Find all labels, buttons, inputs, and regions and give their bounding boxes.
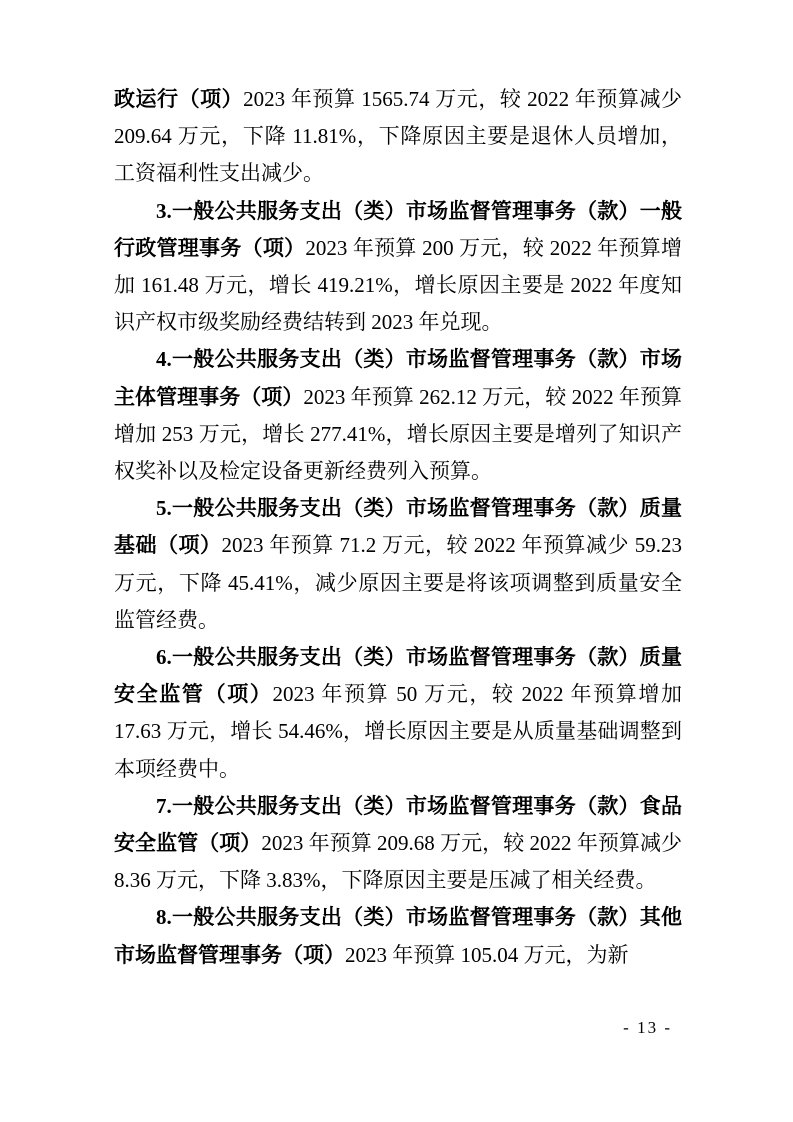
paragraph-bold-lead: 3.一般公共服务支出（类）市场监督管理事务（款）一般行政管理事务（项） bbox=[114, 198, 682, 260]
paragraph-text: 2023 年预算 1565.74 万元，较 2022 年预算减少 209.64 万元，下降 11.81%，下降原因主要是退休人员增加，工资福利性支出减少。 bbox=[114, 87, 683, 186]
page-number: - 13 - bbox=[623, 1018, 672, 1037]
paragraph-text: 2023 年预算 105.04 万元，为新 bbox=[345, 942, 629, 967]
paragraph-budget-item-6 bbox=[114, 639, 682, 788]
document-body bbox=[114, 81, 682, 974]
paragraph-text: 2023 年预算 200 万元，较 2022 年预算增加 161.48 万元，增长 419.21%，增长原因主要是 2022 年度知识产权市级奖励经费结转到 2023 年兑现。 bbox=[114, 235, 682, 335]
paragraph-bold-lead: 政运行（项） bbox=[114, 87, 244, 111]
paragraph-bold-lead: 7.一般公共服务支出（类）市场监督管理事务（款）食品安全监管（项） bbox=[114, 793, 682, 856]
paragraph-bold-lead: 5.一般公共服务支出（类）市场监督管理事务（款）质量基础（项） bbox=[114, 496, 682, 558]
paragraph-budget-item-5 bbox=[114, 490, 682, 639]
paragraph-text: 2023 年预算 209.68 万元，较 2022 年预算减少 8.36 万元，下降 3.83%，下降原因主要是压减了相关经费。 bbox=[114, 831, 683, 893]
paragraph-budget-item-7 bbox=[114, 788, 682, 900]
paragraph-budget-item-4 bbox=[114, 341, 682, 490]
paragraph-text: 2023 年预算 50 万元，较 2022 年预算增加 17.63 万元，增长 54.46%，增长原因主要是从质量基础调整到本项经费中。 bbox=[114, 682, 683, 781]
paragraph-text: 2023 年预算 71.2 万元，较 2022 年预算减少 59.23 万元，下降 45.41%，减少原因主要是将该项调整到质量安全监管经费。 bbox=[114, 533, 682, 632]
paragraph-text: 2023 年预算 262.12 万元，较 2022 年预算增加 253 万元，增长 277.41%，增长原因主要是增列了知识产权奖补以及检定设备更新经费列入预算。 bbox=[114, 384, 682, 484]
paragraph-bold-lead: 8.一般公共服务支出（类）市场监督管理事务（款）其他市场监督管理事务（项） bbox=[114, 905, 682, 967]
paragraph-bold-lead: 4.一般公共服务支出（类）市场监督管理事务（款）市场主体管理事务（项） bbox=[114, 347, 682, 409]
paragraph-budget-item-8 bbox=[114, 899, 682, 973]
paragraph-bold-lead: 6.一般公共服务支出（类）市场监督管理事务（款）质量安全监管（项） bbox=[114, 645, 682, 707]
paragraph-budget-item-continuation bbox=[114, 81, 682, 193]
paragraph-budget-item-3 bbox=[114, 193, 682, 342]
